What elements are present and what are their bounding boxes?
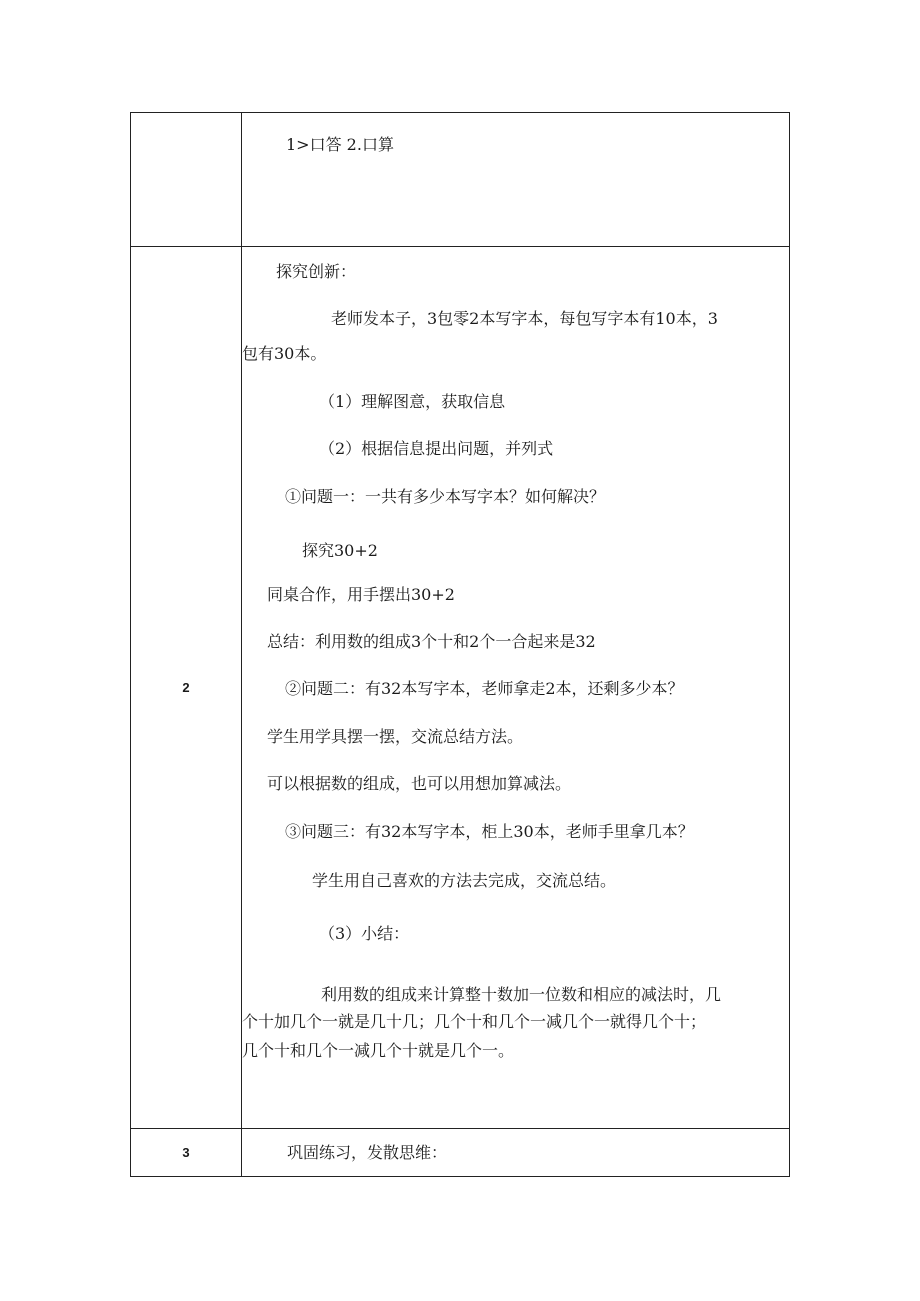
text-line: （2）根据信息提出问题，并列式 (319, 439, 554, 458)
text-line: 1>口答 2.口算 (286, 135, 394, 154)
row-number-cell (131, 113, 242, 246)
text-line: （1）理解图意，获取信息 (319, 392, 506, 411)
row-number-cell: 3 (131, 1129, 242, 1176)
content-cell (242, 1129, 789, 1176)
text-line: 个十加几个一就是几十几；几个十和几个一减几个一就得几个十； (242, 1012, 707, 1031)
table-row (130, 1128, 790, 1177)
content-cell (242, 247, 789, 1128)
table-row (130, 112, 790, 246)
text-line: 学生用学具摆一摆，交流总结方法。 (267, 727, 524, 746)
text-line: 几个十和几个一减几个十就是几个一。 (242, 1041, 515, 1060)
text-line: 老师发本子，3包零2本写字本，每包写字本有10本，3 (331, 309, 718, 328)
text-line: 学生用自己喜欢的方法去完成，交流总结。 (312, 871, 617, 890)
text-line: （3）小结： (319, 924, 410, 943)
text-line: 可以根据数的组成，也可以用想加算减法。 (267, 774, 572, 793)
text-line: ①问题一：一共有多少本写字本？如何解决？ (285, 487, 606, 506)
text-line: 探究30+2 (302, 541, 378, 560)
text-line: 同桌合作，用手摆出30+2 (267, 585, 455, 604)
text-line: 探究创新： (276, 262, 357, 281)
text-line: ③问题三：有32本写字本，柜上30本，老师手里拿几本？ (285, 822, 694, 841)
text-line: 包有30本。 (242, 344, 327, 363)
text-line: 利用数的组成来计算整十数加一位数和相应的减法时，几 (321, 985, 722, 1004)
content-cell (242, 113, 789, 246)
row-number-cell: 2 (131, 247, 242, 1128)
table-row (130, 246, 790, 1128)
text-line: 总结：利用数的组成3个十和2个一合起来是32 (267, 632, 596, 651)
text-line: 巩固练习，发散思维： (287, 1143, 448, 1162)
text-line: ②问题二：有32本写字本，老师拿走2本，还剩多少本？ (285, 679, 684, 698)
